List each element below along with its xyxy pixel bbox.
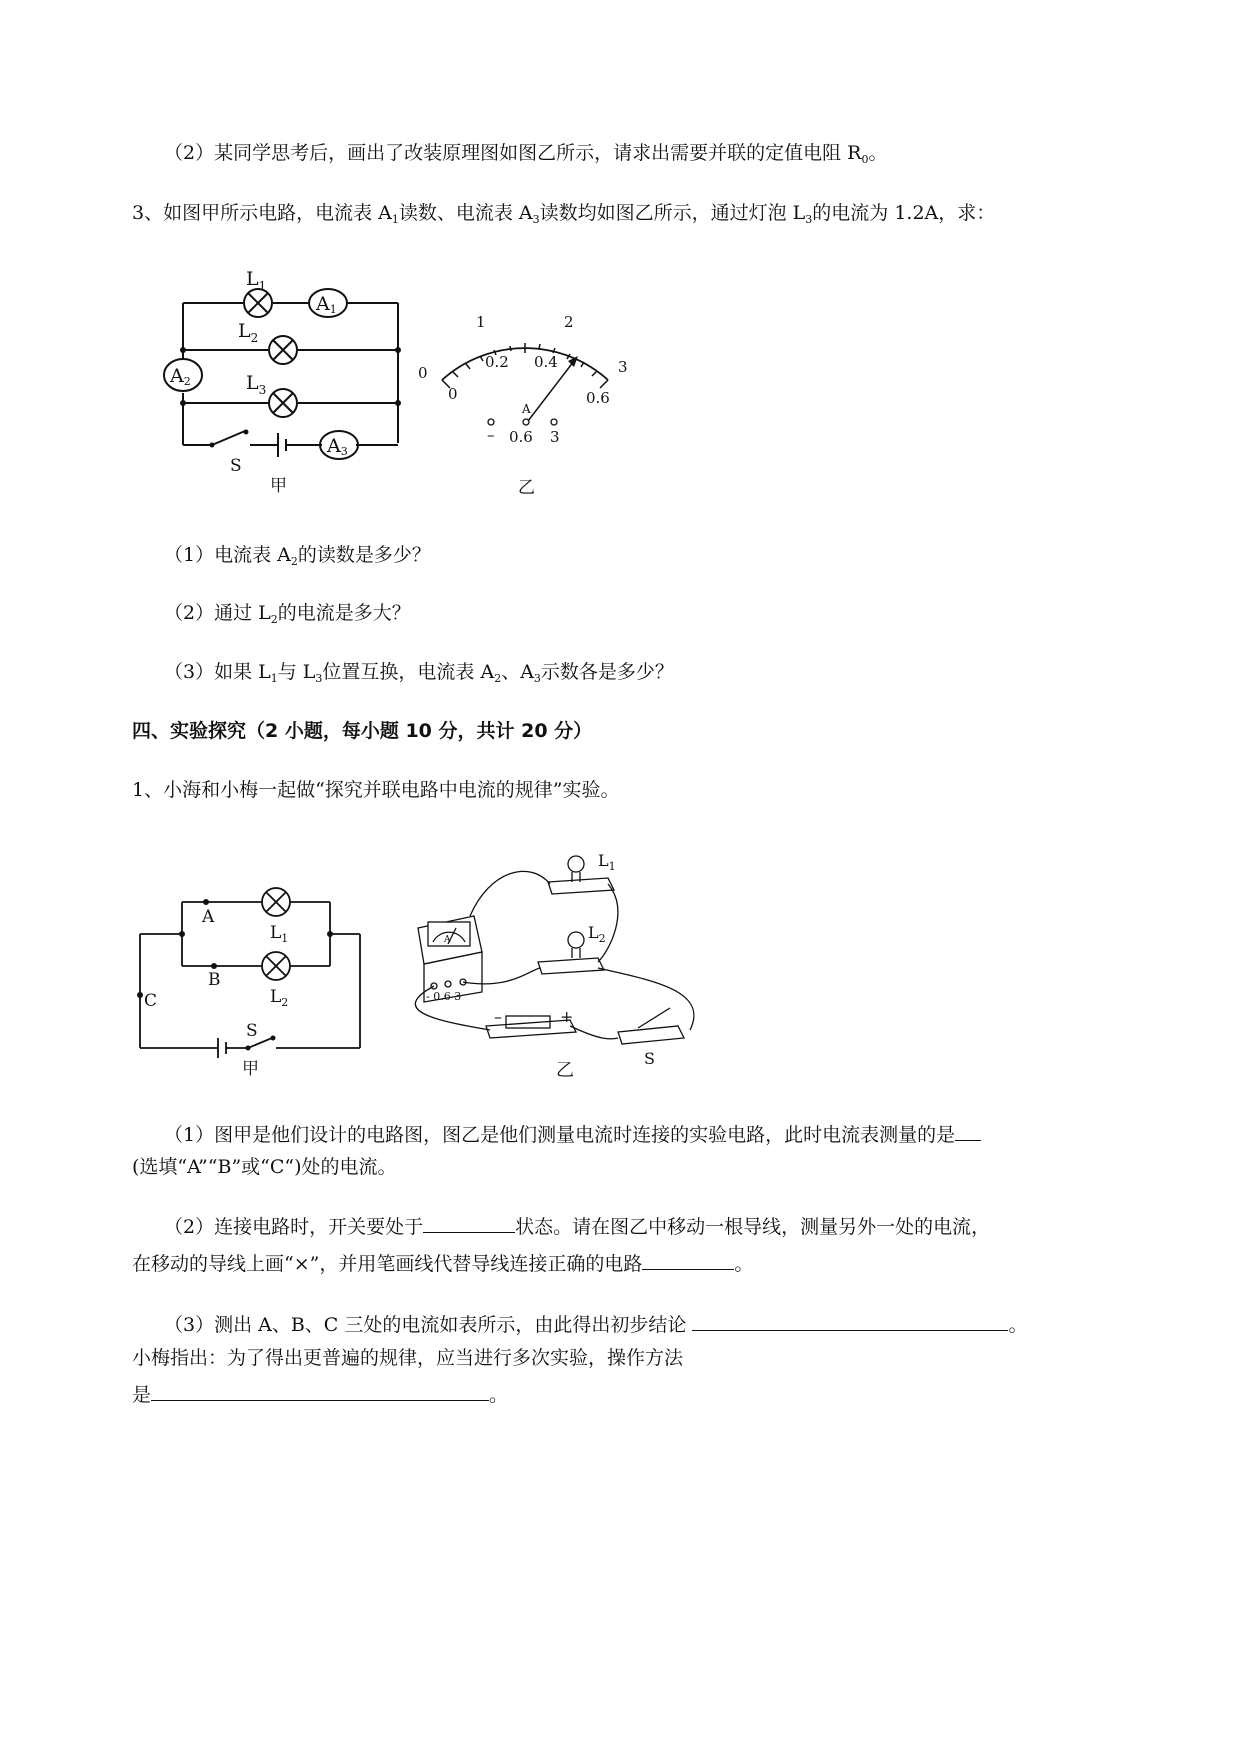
switch-label-S: S — [230, 456, 242, 476]
answer-blank-method[interactable] — [151, 1380, 489, 1401]
s4-q1-part1-line2: (选填“A”“B”或“C“)处的电流。 — [132, 1156, 397, 1178]
svg-text:0.6: 0.6 — [509, 428, 533, 446]
label-L1-real: $L_1$ — [598, 851, 616, 873]
svg-text:2: 2 — [564, 313, 574, 331]
answer-blank-circuit[interactable] — [642, 1249, 734, 1270]
figure-label-jia: 甲 — [270, 476, 287, 496]
s4-q1-part1-line1: （1）图甲是他们设计的电路图，图乙是他们测量电流时连接的实验电路，此时电流表测量的是 — [164, 1120, 981, 1148]
figure-circuit-and-ammeter — [150, 255, 670, 505]
question-3-stem: 3、如图甲所示电路，电流表 $A_1$读数、电流表 $A_3$读数均如图乙所示，通过灯泡 $L_3$的电流为 1.2A，求： — [132, 202, 996, 226]
point-A: A — [202, 907, 215, 927]
section-4-heading: 四、实验探究（2 小题，每小题 10 分，共计 20 分） — [132, 720, 593, 742]
battery-plus: + — [560, 1007, 574, 1026]
ammeter-A1: A1 — [316, 293, 337, 316]
q2-part2-line: （2）某同学思考后，画出了改装原理图如图乙所示，请求出需要并联的定值电阻 $R_0$。 — [164, 142, 888, 166]
svg-text:3: 3 — [550, 428, 560, 446]
figure-label-jia: 甲 — [242, 1059, 259, 1079]
label-L3: $L_3$ — [246, 372, 267, 397]
s4-q1-part3-line1: （3）测出 A、B、C 三处的电流如表所示，由此得出初步结论 。 — [164, 1310, 1027, 1338]
ammeter-dial-label: A — [444, 935, 451, 945]
figure-label-yi: 乙 — [556, 1060, 574, 1081]
point-C: C — [144, 991, 158, 1011]
ammeter-terminals: - 0.6 3 — [426, 990, 462, 1003]
switch-label-S-real: S — [644, 1049, 655, 1068]
figure-label-yi: 乙 — [518, 478, 535, 498]
ammeter-dial — [418, 313, 628, 498]
q3-part1: （1）电流表 $A_2$的读数是多少？ — [164, 544, 431, 568]
svg-text:A: A — [522, 402, 531, 416]
s4-q1-part2-line1: （2）连接电路时，开关要处于 状态。请在图乙中移动一根导线，测量另外一处的电流， — [164, 1212, 990, 1240]
svg-text:–: – — [487, 426, 495, 444]
s4-q1-part3-line3: 是 。 — [132, 1380, 508, 1408]
ammeter-A2: A2 — [170, 365, 191, 388]
svg-text:0.6: 0.6 — [586, 389, 610, 407]
svg-text:3: 3 — [618, 358, 628, 376]
label-L2: $L_2$ — [270, 987, 289, 1009]
q3-part2: （2）通过 $L_2$的电流是多大？ — [164, 602, 411, 626]
svg-text:0: 0 — [448, 385, 458, 403]
svg-text:0.2: 0.2 — [485, 353, 509, 371]
figure-parallel-circuit — [130, 840, 730, 1090]
s4-q1-part3-line2: 小梅指出：为了得出更普遍的规律，应当进行多次实验，操作方法 — [132, 1347, 684, 1369]
svg-text:0: 0 — [418, 364, 428, 382]
label-L1: $L_1$ — [246, 268, 267, 293]
answer-blank-conclusion[interactable] — [692, 1310, 1008, 1331]
section-4-question-1: 1、小海和小梅一起做“探究并联电路中电流的规律”实验。 — [132, 779, 620, 801]
ammeter-A3: A3 — [327, 435, 348, 458]
answer-blank-1[interactable] — [955, 1120, 981, 1141]
svg-text:1: 1 — [476, 313, 486, 331]
battery-minus: – — [494, 1007, 502, 1026]
label-L2: $L_2$ — [238, 320, 259, 345]
point-B: B — [208, 970, 221, 990]
switch-label-S: S — [246, 1021, 258, 1041]
answer-blank-switch-state[interactable] — [423, 1212, 515, 1233]
svg-text:0.4: 0.4 — [534, 353, 558, 371]
label-L2-real: $L_2$ — [588, 923, 606, 945]
physical-circuit — [415, 856, 694, 1044]
s4-q1-part2-line2: 在移动的导线上画“×”，并用笔画线代替导线连接正确的电路 。 — [132, 1249, 753, 1277]
q3-part3: （3）如果 $L_1$与 $L_3$位置互换，电流表 $A_2$、$A_3$示数各是多少？ — [164, 661, 674, 685]
label-L1: $L_1$ — [270, 923, 289, 945]
